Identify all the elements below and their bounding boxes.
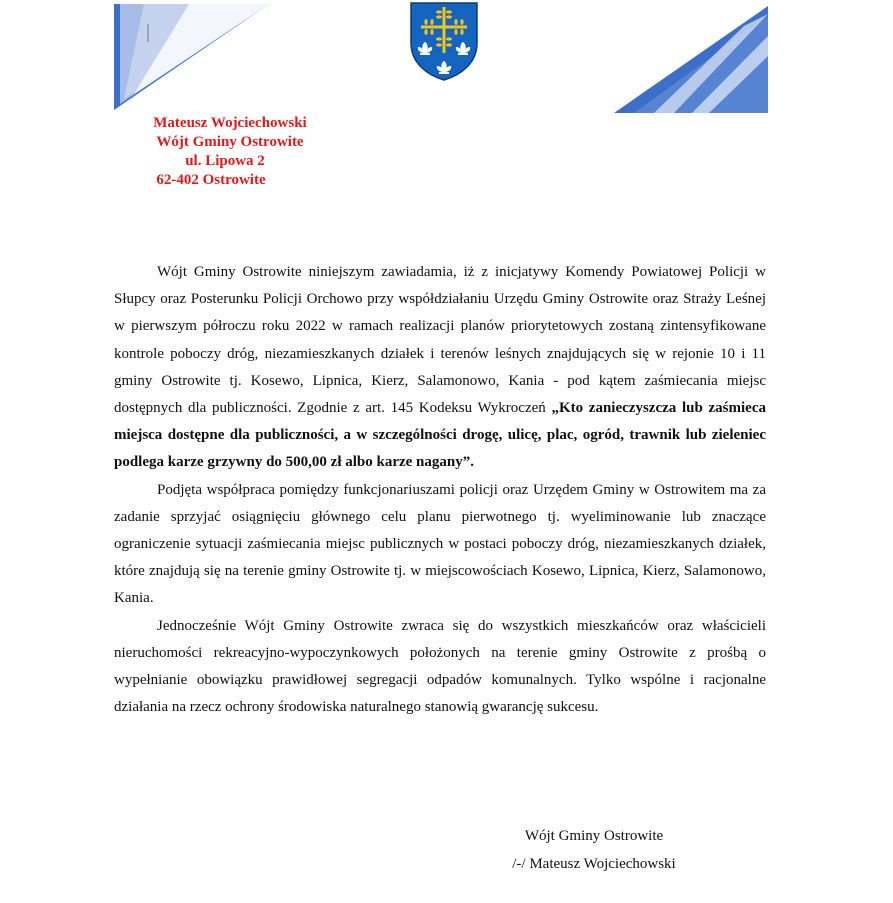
- letter-body: [114, 259, 766, 721]
- signature-title: Wójt Gminy Ostrowite: [524, 828, 664, 844]
- paragraph-1-text: Wójt Gminy Ostrowite niniejszym zawiadamia, iż z inicjatywy Komendy Powiatowej Policji w Słupcy oraz Posterunku Policji Orchowo przy współdziałaniu Urzędu Gminy Ostrowite oraz Straży Leśnej w pierwszym półroczu roku 2022 w ramach realizacji planów priorytetowych zostaną zintensyfikowane kontrole poboczy dróg, niezamieszkanych działek i terenów leśnych znajdujących się w rejonie 10 i 11 gminy Ostrowite tj. Kosewo, Lipnica, Kierz, Salamonowo, Kania - pod kątem zaśmiecania miejsc dostępnych dla publiczności. Zgodnie z art. 145 Kodeksu Wykroczeń: [114, 264, 766, 417]
- law-quote: „Kto zanieczyszcza lub zaśmieca miejsca dostępne dla publiczności, a w szczególności drogę, ulicę, plac, ogród, trawnik lub zieleniec podlega karze grzywny do 500,00 zł albo karze nagany”.: [114, 400, 766, 471]
- signature-block: [474, 822, 714, 878]
- sender-address: [148, 114, 312, 190]
- paragraph-1: [114, 259, 766, 477]
- paragraph-3: Jednocześnie Wójt Gminy Ostrowite zwraca się do wszystkich mieszkańców oraz właścicieli nieruchomości rekreacyjno-wypoczynkowych położonych na terenie gminy Ostrowite z prośbą o wypełnianie obowiązku prawidłowej segregacji odpadów komunalnych. Tylko wspólne i racjonalne działania na rzecz ochrony środowiska naturalnego stanowią gwarancję sukcesu.: [114, 617, 766, 716]
- sender-name: Mateusz Wojciechowski: [153, 115, 307, 131]
- header-decoration-left: [114, 4, 269, 110]
- sender-office: Wójt Gminy Ostrowite: [156, 134, 304, 150]
- signature-name: /-/ Mateusz Wojciechowski: [512, 856, 676, 872]
- sender-city: 62-402 Ostrowite: [156, 172, 266, 188]
- coat-of-arms-emblem: [409, 1, 479, 81]
- sender-street: ul. Lipowa 2: [185, 153, 265, 169]
- paragraph-2: Podjęta współpraca pomiędzy funkcjonariuszami policji oraz Urzędem Gminy w Ostrowitem ma za zadanie sprzyjać osiągnięciu głównego celu planu pierwotnego tj. wyeliminowanie lub znaczące ograniczenie sytuacji zaśmiecania miejsc publicznych w postaci poboczy dróg, niezamieszkanych działek, które znajdują się na terenie gminy Ostrowite tj. w miejscowościach Kosewo, Lipnica, Kierz, Salamonowo, Kania.: [114, 481, 766, 607]
- header-decoration-right: [614, 6, 768, 113]
